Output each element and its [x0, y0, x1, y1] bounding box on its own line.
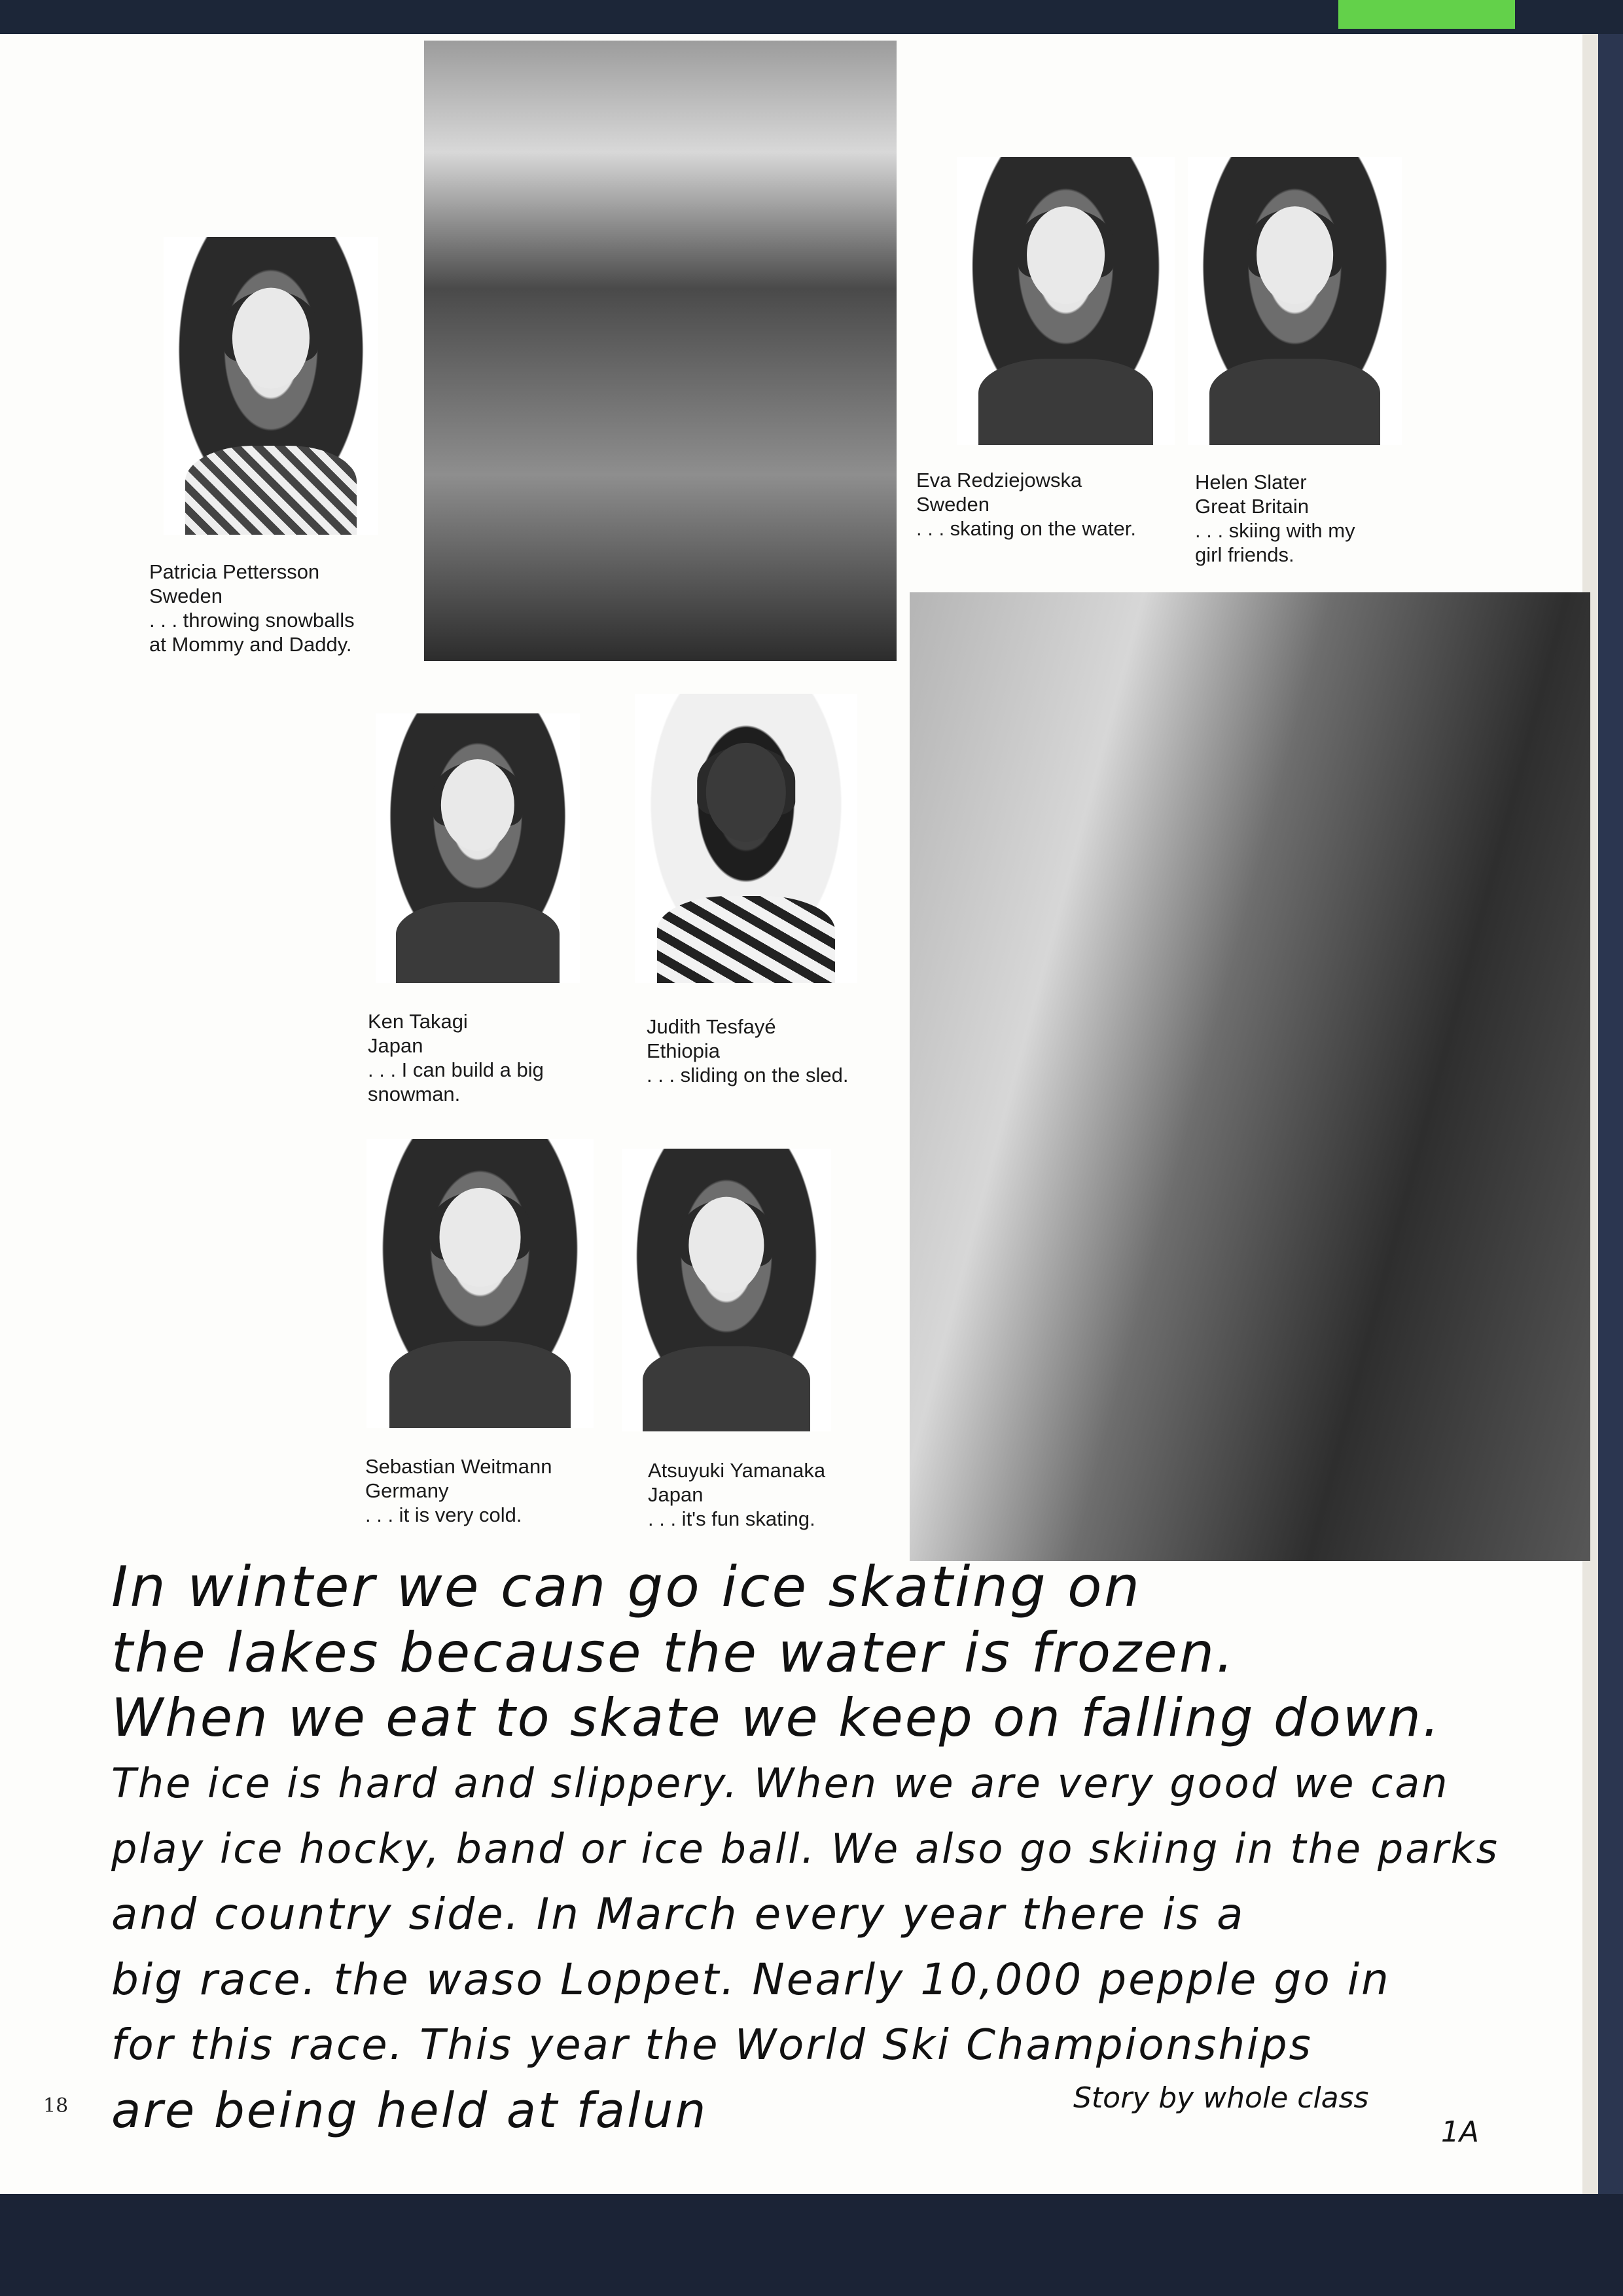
caption-sebastian-weitmann [365, 1454, 552, 1527]
caption-patricia-pettersson [149, 560, 355, 656]
caption-line: . . . throwing snowballs [149, 609, 355, 632]
caption-atsuyuki-yamanaka [648, 1458, 825, 1531]
scan-background-right [1598, 34, 1623, 2194]
portrait-patricia-pettersson [164, 237, 378, 535]
caption-line: . . . it is very cold. [365, 1503, 522, 1526]
caption-helen-slater [1195, 470, 1355, 567]
handwritten-story [111, 1554, 1571, 2144]
credit-class: 1A [1440, 2115, 1479, 2149]
caption-name: Ken Takagi [368, 1010, 468, 1033]
portrait-torso [1209, 359, 1381, 445]
caption-country: Ethiopia [647, 1039, 721, 1062]
scan-background-bottom [0, 2194, 1623, 2296]
story-line: The ice is hard and slippery. When we are very good we can [111, 1759, 1450, 1807]
story-line: big race. the waso Loppet. Nearly 10,000 pepple go in [111, 1954, 1391, 2005]
caption-line: girl friends. [1195, 543, 1294, 566]
caption-line: at Mommy and Daddy. [149, 633, 352, 656]
caption-ken-takagi [368, 1009, 544, 1106]
index-tab [1338, 0, 1515, 29]
portrait-torso [185, 446, 357, 535]
caption-line: . . . skiing with my [1195, 519, 1355, 542]
portrait-torso [978, 359, 1152, 445]
caption-line: . . . it's fun skating. [648, 1507, 815, 1530]
caption-line: . . . sliding on the sled. [647, 1064, 849, 1086]
story-line: play ice hocky, band or ice ball. We also go skiing in the parks [111, 1825, 1499, 1873]
story-line: In winter we can go ice skating on [111, 1554, 1142, 1620]
caption-line: . . . skating on the water. [916, 517, 1137, 540]
caption-name: Atsuyuki Yamanaka [648, 1459, 826, 1482]
portrait-face [441, 759, 514, 851]
portrait-face [706, 743, 786, 841]
portrait-ken-takagi [376, 713, 580, 983]
portrait-face [439, 1188, 521, 1286]
caption-country: Germany [365, 1479, 449, 1502]
caption-eva-redziejowska [916, 468, 1136, 541]
portrait-torso [643, 1346, 810, 1431]
story-credit [1073, 2081, 1479, 2149]
story-line: and country side. In March every year there is a [111, 1889, 1245, 1939]
portrait-face [232, 287, 310, 389]
caption-line: snowman. [368, 1083, 461, 1105]
portrait-sebastian-weitmann [366, 1139, 594, 1428]
caption-country: Sweden [149, 584, 223, 607]
credit-line: Story by whole class [1073, 2081, 1369, 2115]
caption-judith-tesfaye [647, 1014, 848, 1087]
page-number: 18 [43, 2094, 69, 2117]
caption-country: Sweden [916, 493, 990, 516]
portrait-helen-slater [1188, 157, 1402, 445]
story-line: for this race. This year the World Ski Championships [111, 2021, 1313, 2070]
story-line: the lakes because the water is frozen. [111, 1621, 1236, 1685]
photo-classroom-teacher [910, 592, 1590, 1561]
portrait-eva-redziejowska [957, 157, 1175, 445]
portrait-face [1257, 206, 1334, 304]
portrait-face [688, 1196, 764, 1293]
portrait-torso [396, 902, 560, 983]
portrait-torso [657, 896, 835, 983]
portrait-judith-tesfaye [635, 694, 857, 983]
caption-line: . . . I can build a big [368, 1058, 544, 1081]
portrait-face [1027, 206, 1105, 304]
caption-country: Great Britain [1195, 495, 1310, 518]
caption-country: Japan [368, 1034, 423, 1057]
caption-name: Judith Tesfayé [647, 1015, 776, 1038]
caption-name: Sebastian Weitmann [365, 1455, 552, 1478]
caption-country: Japan [648, 1483, 704, 1506]
portrait-torso [389, 1341, 571, 1428]
caption-name: Eva Redziejowska [916, 469, 1082, 492]
story-line: are being held at falun [111, 2083, 708, 2139]
portrait-atsuyuki-yamanaka [622, 1149, 831, 1431]
caption-name: Patricia Pettersson [149, 560, 320, 583]
photo-children-costumes [424, 41, 897, 661]
story-line: When we eat to skate we keep on falling down. [111, 1687, 1442, 1748]
caption-name: Helen Slater [1195, 471, 1307, 493]
